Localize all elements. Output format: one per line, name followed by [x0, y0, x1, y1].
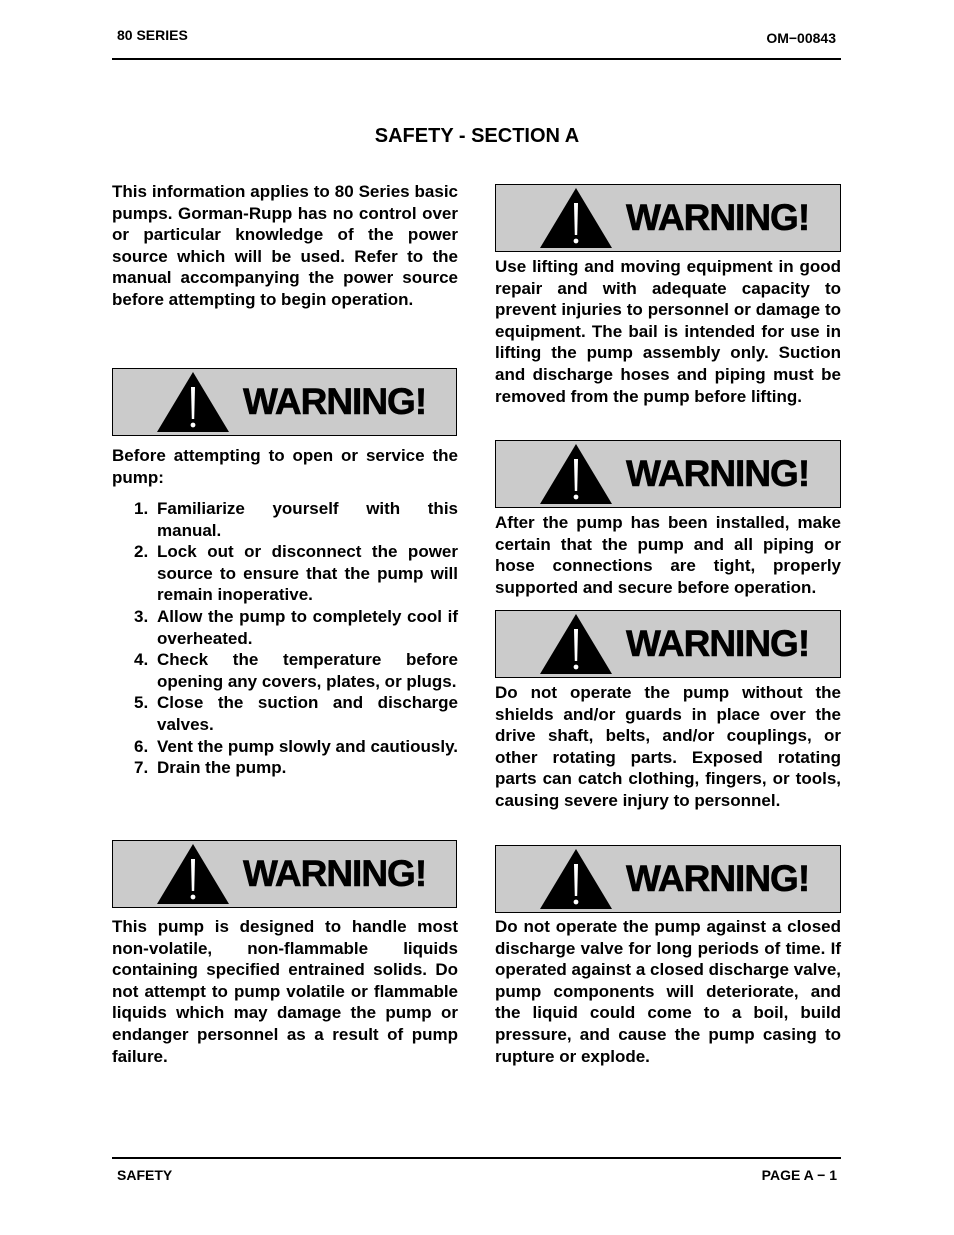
header-rule — [112, 58, 841, 60]
list-item: 5. Close the suction and discharge valves. — [134, 693, 458, 734]
warning-label: WARNING! — [243, 853, 427, 894]
warning-label: WARNING! — [626, 453, 810, 494]
list-item: 2. Lock out or disconnect the power source to ensure that the pump will remain inoperative. — [134, 542, 458, 605]
warning-triangle-icon — [155, 370, 231, 434]
warning-triangle-icon — [538, 442, 614, 506]
warning-text: This pump is designed to handle most non-volatile, non-flammable liquids containing specified entrained solids. Do not attempt to pump volatile or flammable liquids which may damage the pump or endanger personnel as a result of pump failure. — [112, 917, 458, 1066]
warning-label: WARNING! — [626, 623, 810, 664]
warning-text: Use lifting and moving equipment in good repair and with adequate capacity to prevent injuries to personnel or damage to equipment. The bail is intended for use in lifting the pump assembly only. Suction and discharge hoses and piping must be removed from the pump before lifting. — [495, 257, 841, 406]
warning-lead-text: Before attempting to open or service the pump: — [112, 446, 458, 487]
warning-text: After the pump has been installed, make certain that the pump and all piping or hose connections are tight, properly supported and secure before operation. — [495, 513, 841, 597]
warning-text: Do not operate the pump without the shields and/or guards in place over the drive shaft, belts, and/or couplings, or other rotating parts. Exposed rotating parts can catch clothing, fingers, or tools, causing severe injury to personnel. — [495, 683, 841, 810]
warning-text: Do not operate the pump against a closed discharge valve for long periods of time. If operated against a closed discharge valve, pump components will deteriorate, and the liquid could come to a boil, build pressure, and cause the pump casing to rupture or explode. — [495, 917, 841, 1066]
header-doc-number: OM−00843 — [766, 30, 836, 46]
warning-triangle-icon — [538, 186, 614, 250]
warning-banner — [112, 840, 457, 908]
warning-triangle-icon — [538, 612, 614, 676]
warning-banner — [112, 368, 457, 436]
warning-banner — [495, 184, 841, 252]
warning-triangle-icon — [538, 847, 614, 911]
footer-rule — [112, 1157, 841, 1159]
page-title: SAFETY - SECTION A — [374, 125, 580, 147]
footer-page-number: PAGE A − 1 — [761, 1167, 837, 1183]
warning-triangle-icon — [155, 842, 231, 906]
list-item: 1. Familiarize yourself with this manual. — [134, 499, 458, 540]
list-item: 3. Allow the pump to completely cool if overheated. — [134, 606, 458, 648]
service-steps-list — [134, 498, 458, 779]
warning-banner — [495, 845, 841, 913]
footer-section: SAFETY — [117, 1167, 173, 1183]
warning-banner — [495, 440, 841, 508]
warning-banner — [495, 610, 841, 678]
list-item: 6. Vent the pump slowly and cautiously. — [134, 736, 459, 756]
warning-label: WARNING! — [626, 197, 810, 238]
list-item: 4. Check the temperature before opening any covers, plates, or plugs. — [134, 650, 458, 691]
warning-label: WARNING! — [626, 858, 810, 899]
list-item: 7. Drain the pump. — [134, 758, 287, 778]
warning-label: WARNING! — [243, 381, 427, 422]
header-series: 80 SERIES — [117, 27, 188, 43]
intro-paragraph: This information applies to 80 Series basic pumps. Gorman-Rupp has no control over or particular knowledge of the power source which will be used. Refer to the manual accompanying the power source before attempting to begin operation. — [112, 182, 458, 309]
